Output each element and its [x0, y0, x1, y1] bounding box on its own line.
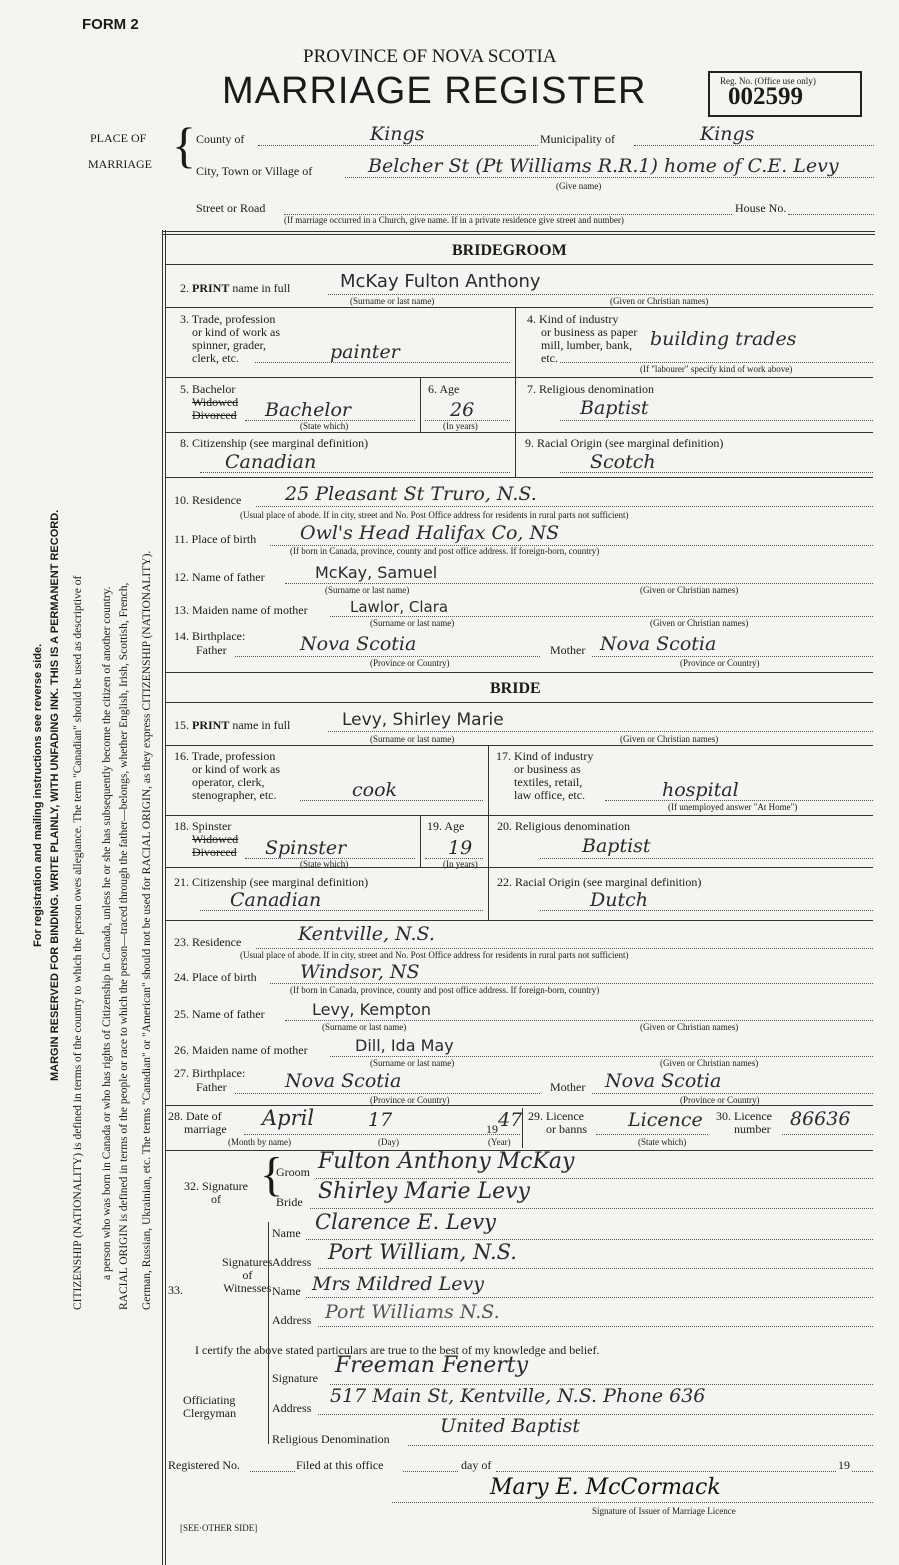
label: 28. Date of marriage — [168, 1109, 227, 1136]
rule-line — [285, 1020, 873, 1021]
form-number: FORM 2 — [82, 16, 139, 33]
bride-status: Spinster — [265, 837, 347, 859]
label: Religious Denomination — [272, 1432, 390, 1446]
brace: { — [260, 1148, 284, 1201]
label: 26. Maiden name of mother — [174, 1043, 308, 1057]
city-label: City, Town or Village of — [196, 164, 313, 178]
label: Signatures of Witnesses — [222, 1255, 273, 1295]
rule-line — [258, 145, 538, 146]
label: Signature — [272, 1371, 318, 1385]
groom-mother-birthplace: Nova Scotia — [600, 633, 717, 655]
label: 2. PRINT name in full — [180, 281, 291, 295]
groom-trade: painter — [330, 341, 400, 363]
note: (Surname or last name) — [350, 296, 435, 306]
label: Name — [272, 1226, 301, 1240]
label: 25. Name of father — [174, 1007, 265, 1021]
note: (State which) — [300, 859, 349, 869]
clergy-signature: Freeman Fenerty — [335, 1353, 529, 1378]
rule-line — [310, 1208, 873, 1209]
issuer-signature: Mary E. McCormack — [490, 1475, 721, 1500]
rule-line — [235, 1093, 540, 1094]
note: (Usual place of abode. If in city, street and No. Post Office address for residents in rural parts not sufficient) — [240, 950, 629, 960]
label: 17. Kind of industry or business as textiles, retail, law office, etc. — [496, 749, 594, 802]
rule-line — [560, 362, 873, 363]
label: Name — [272, 1284, 301, 1298]
note: (Surname or last name) — [322, 1022, 407, 1032]
rule-line — [165, 920, 873, 921]
rule-line — [256, 506, 873, 507]
rule-line — [328, 294, 873, 295]
rule-line — [165, 745, 873, 746]
note: (Year) — [488, 1137, 511, 1147]
rule-line — [244, 1134, 520, 1135]
rule-line — [328, 731, 873, 732]
note: (State which) — [300, 421, 349, 431]
rule-line — [408, 1445, 873, 1446]
rule-line — [330, 1056, 873, 1057]
note: (If born in Canada, province, county and post office address. If foreign-born, country) — [290, 985, 600, 995]
bride-mother: Dill, Ida May — [355, 1036, 454, 1055]
rule-line — [165, 264, 873, 265]
rule-line — [165, 702, 873, 703]
label: 23. Residence — [174, 935, 242, 949]
note: (Given or Christian names) — [650, 618, 749, 628]
rule-line — [788, 214, 874, 215]
label: 12. Name of father — [174, 570, 265, 584]
rule-line — [270, 983, 873, 984]
note: (Given or Christian names) — [660, 1058, 759, 1068]
see-other-side: [SEE·OTHER SIDE] — [180, 1523, 258, 1533]
note: (If "labourer" specify kind of work above) — [640, 364, 793, 374]
rule-line — [596, 1134, 708, 1135]
give-name-note: (Give name) — [556, 181, 602, 191]
clergy-denomination: United Baptist — [440, 1415, 580, 1437]
margin-line: RACIAL ORIGIN is defined in terms of the people or race to which the person—traced through the father—belongs, whether English, Irish, Scottish, French, — [118, 582, 130, 1310]
rule-line — [163, 234, 875, 235]
label: Filed at this office — [296, 1458, 384, 1472]
place-label: PLACE OF — [90, 131, 147, 145]
witness-1-address: Port William, N.S. — [328, 1240, 517, 1264]
label: Address — [272, 1313, 312, 1327]
note: (If born in Canada, province, county and post office address. If foreign-born, country) — [290, 546, 600, 556]
county-value: Kings — [370, 123, 425, 145]
bride-industry: hospital — [662, 779, 739, 801]
label: 24. Place of birth — [174, 970, 257, 984]
municipality-value: Kings — [700, 123, 755, 145]
label: Bride — [276, 1195, 303, 1209]
label: 20. Religious denomination — [497, 819, 630, 833]
marriage-year: 47 — [498, 1109, 523, 1131]
label: Groom — [276, 1165, 310, 1179]
bride-citizenship: Canadian — [230, 889, 322, 911]
rule-line — [162, 230, 163, 1565]
rule-line — [488, 745, 489, 920]
rule-line — [592, 1093, 873, 1094]
clergy-address: 517 Main St, Kentville, N.S. Phone 636 — [330, 1385, 706, 1407]
rule-line — [392, 1502, 873, 1503]
rule-line — [285, 583, 873, 584]
groom-religion: Baptist — [580, 397, 649, 419]
label: 3. Trade, profession or kind of work as spinner, grader, clerk, etc. — [180, 312, 280, 365]
note: (Surname or last name) — [370, 734, 455, 744]
label: 19. Age — [427, 819, 465, 833]
label: Address — [272, 1401, 312, 1415]
margin-instructions — [30, 280, 155, 1310]
note: (Province or Country) — [680, 658, 760, 668]
rule-line — [318, 1268, 873, 1269]
label: 19 — [486, 1122, 498, 1136]
label: 14. Birthplace: — [174, 629, 246, 643]
rule-line — [165, 230, 166, 1565]
bride-birthplace: Windsor, NS — [300, 961, 420, 983]
bride-racial-origin: Dutch — [590, 889, 648, 911]
witness-1-name: Clarence E. Levy — [315, 1210, 496, 1234]
rule-line — [235, 656, 540, 657]
rule-line — [165, 432, 873, 433]
rule-line — [403, 1471, 458, 1472]
label: 11. Place of birth — [174, 532, 257, 546]
rule-line — [605, 800, 873, 801]
rule-line — [560, 420, 873, 421]
rule-line — [592, 656, 873, 657]
note: (Month by name) — [228, 1137, 291, 1147]
witness-2-address: Port Williams N.S. — [325, 1301, 500, 1323]
label: 4. Kind of industry or business as paper mill, lumber, bank, etc. — [527, 312, 638, 365]
bride-signature: Shirley Marie Levy — [318, 1179, 530, 1204]
label: Father — [196, 643, 227, 657]
label: Registered No. — [168, 1458, 240, 1472]
margin-line: German, Russian, Ukrainian, etc. The terms "Canadian" or "American" should not be used for RACIAL ORIGIN, as they express CITIZENSHIP (NATIONALITY). — [141, 550, 153, 1310]
bride-age: 19 — [448, 837, 473, 859]
county-label: County of — [196, 132, 245, 146]
bride-trade: cook — [352, 779, 398, 801]
label: Father — [196, 1080, 227, 1094]
note: (Day) — [378, 1137, 399, 1147]
licence-or-banns: Licence — [628, 1109, 703, 1131]
label: day of — [461, 1458, 492, 1472]
label: 16. Trade, profession or kind of work as operator, clerk, stenographer, etc. — [174, 749, 280, 802]
rule-line — [165, 377, 873, 378]
rule-line — [256, 948, 873, 949]
bride-mother-birthplace: Nova Scotia — [605, 1070, 722, 1092]
note: (Given or Christian names) — [640, 1022, 739, 1032]
groom-citizenship: Canadian — [225, 451, 317, 473]
rule-line — [782, 1134, 873, 1135]
note: (Given or Christian names) — [640, 585, 739, 595]
city-value: Belcher St (Pt Williams R.R.1) home of C.E. Levy — [368, 155, 839, 177]
note: (Province or Country) — [370, 1095, 450, 1105]
groom-father: McKay, Samuel — [315, 563, 438, 582]
certify-statement: I certify the above stated particulars are true to the best of my knowledge and belief. — [195, 1343, 600, 1357]
house-label: House No. — [735, 201, 787, 215]
licence-number: 86636 — [790, 1108, 851, 1130]
groom-father-birthplace: Nova Scotia — [300, 633, 417, 655]
note: (Province or Country) — [370, 658, 450, 668]
groom-status: Bachelor — [265, 399, 352, 421]
municipality-label: Municipality of — [540, 132, 615, 146]
label: 13. Maiden name of mother — [174, 603, 308, 617]
section-bride: BRIDE — [490, 680, 541, 697]
rule-line — [318, 1326, 873, 1327]
label: 6. Age — [428, 382, 460, 396]
rule-line — [163, 231, 875, 232]
groom-age: 26 — [450, 399, 475, 421]
label: Address — [272, 1255, 312, 1269]
margin-line: For registration and mailing instructions see reverse side. — [32, 643, 44, 947]
label: Officiating Clergyman — [183, 1393, 237, 1420]
rule-line — [345, 177, 874, 178]
rule-line — [268, 1222, 269, 1444]
witness-2-name: Mrs Mildred Levy — [312, 1273, 484, 1295]
label: 33. — [168, 1283, 183, 1297]
label: Mother — [550, 643, 586, 657]
marriage-month: April — [262, 1106, 315, 1130]
bride-father: Levy, Kempton — [312, 1000, 432, 1019]
note: (Surname or last name) — [370, 1058, 455, 1068]
note: (In years) — [443, 421, 478, 431]
rule-line — [318, 1414, 873, 1415]
label: 32. Signature of — [184, 1179, 248, 1206]
section-bridegroom: BRIDEGROOM — [452, 242, 567, 259]
rule-line — [852, 1471, 873, 1472]
rule-line — [250, 1471, 295, 1472]
groom-racial-origin: Scotch — [590, 451, 656, 473]
label: 29. Licence or banns — [528, 1109, 587, 1136]
bride-name: Levy, Shirley Marie — [342, 710, 504, 730]
note: (Given or Christian names) — [610, 296, 709, 306]
label: 27. Birthplace: — [174, 1066, 246, 1080]
reg-number-label: Reg. No. (Office use only) — [720, 76, 816, 86]
issuer-caption: Signature of Issuer of Marriage Licence — [592, 1506, 736, 1516]
note: (Usual place of abode. If in city, street and No. Post Office address for residents in rural parts not sufficient) — [240, 510, 629, 520]
label: 8. Citizenship (see marginal definition) — [180, 436, 369, 450]
label: 5. Bachelor Widowed Divorced — [180, 382, 239, 422]
rule-line — [540, 858, 873, 859]
rule-line — [496, 1471, 836, 1472]
margin-line: a person who was born in Canada or who has rights of Citizenship in Canada, unless he or she has subsequently become the citizen of another country. — [101, 586, 113, 1280]
rule-line — [522, 1108, 523, 1148]
marriage-day: 17 — [368, 1109, 393, 1131]
label: 30. Licence number — [716, 1109, 772, 1136]
rule-line — [515, 307, 516, 477]
reg-number: 002599 — [728, 83, 803, 110]
margin-line: MARGIN RESERVED FOR BINDING. WRITE PLAINLY, WITH UNFADING INK. THIS IS A PERMANENT RECORD. — [49, 509, 61, 1081]
groom-residence: 25 Pleasant St Truro, N.S. — [285, 483, 537, 505]
label: 19 — [838, 1458, 850, 1472]
rule-line — [165, 867, 873, 868]
groom-signature: Fulton Anthony McKay — [318, 1149, 575, 1174]
street-label: Street or Road — [196, 201, 266, 215]
rule-line — [306, 1297, 873, 1298]
groom-name: McKay Fulton Anthony — [340, 271, 541, 292]
rule-line — [634, 145, 874, 146]
rule-line — [165, 815, 873, 816]
brace: { — [172, 117, 196, 173]
rule-line — [165, 672, 873, 673]
rule-line — [165, 307, 873, 308]
reg-number-box — [708, 71, 862, 117]
label: 22. Racial Origin (see marginal definition) — [497, 875, 702, 889]
page-title: MARRIAGE REGISTER — [222, 70, 647, 112]
note: (Given or Christian names) — [620, 734, 719, 744]
note: (Surname or last name) — [370, 618, 455, 628]
place-label: MARRIAGE — [88, 157, 153, 171]
rule-line — [420, 377, 421, 432]
groom-birthplace: Owl's Head Halifax Co, NS — [300, 522, 560, 544]
rule-line — [165, 477, 873, 478]
label: 7. Religious denomination — [527, 382, 654, 396]
label: 21. Citizenship (see marginal definition) — [174, 875, 369, 889]
bride-religion: Baptist — [582, 835, 651, 857]
rule-line — [420, 815, 421, 867]
note: (State which) — [638, 1137, 687, 1147]
label: 10. Residence — [174, 493, 242, 507]
province-title: PROVINCE OF NOVA SCOTIA — [303, 46, 557, 67]
street-note: (If marriage occurred in a Church, give name. If in a private residence give street and number) — [284, 215, 624, 225]
groom-mother: Lawlor, Clara — [350, 598, 449, 616]
label: Mother — [550, 1080, 586, 1094]
margin-line: CITIZENSHIP (NATIONALITY) is defined in terms of the country to which the person owes allegiance. The term "Canadian" should be used as descriptive of — [72, 575, 84, 1310]
label: 9. Racial Origin (see marginal definition) — [525, 436, 724, 450]
bride-residence: Kentville, N.S. — [298, 923, 435, 945]
label: 15. PRINT name in full — [174, 718, 291, 732]
note: (Surname or last name) — [325, 585, 410, 595]
note: (If unemployed answer "At Home") — [668, 802, 798, 812]
label: 18. Spinster Widowed Divorced — [174, 819, 239, 859]
groom-industry: building trades — [650, 328, 797, 350]
bride-father-birthplace: Nova Scotia — [285, 1070, 402, 1092]
note: (In years) — [443, 859, 478, 869]
note: (Province or Country) — [680, 1095, 760, 1105]
